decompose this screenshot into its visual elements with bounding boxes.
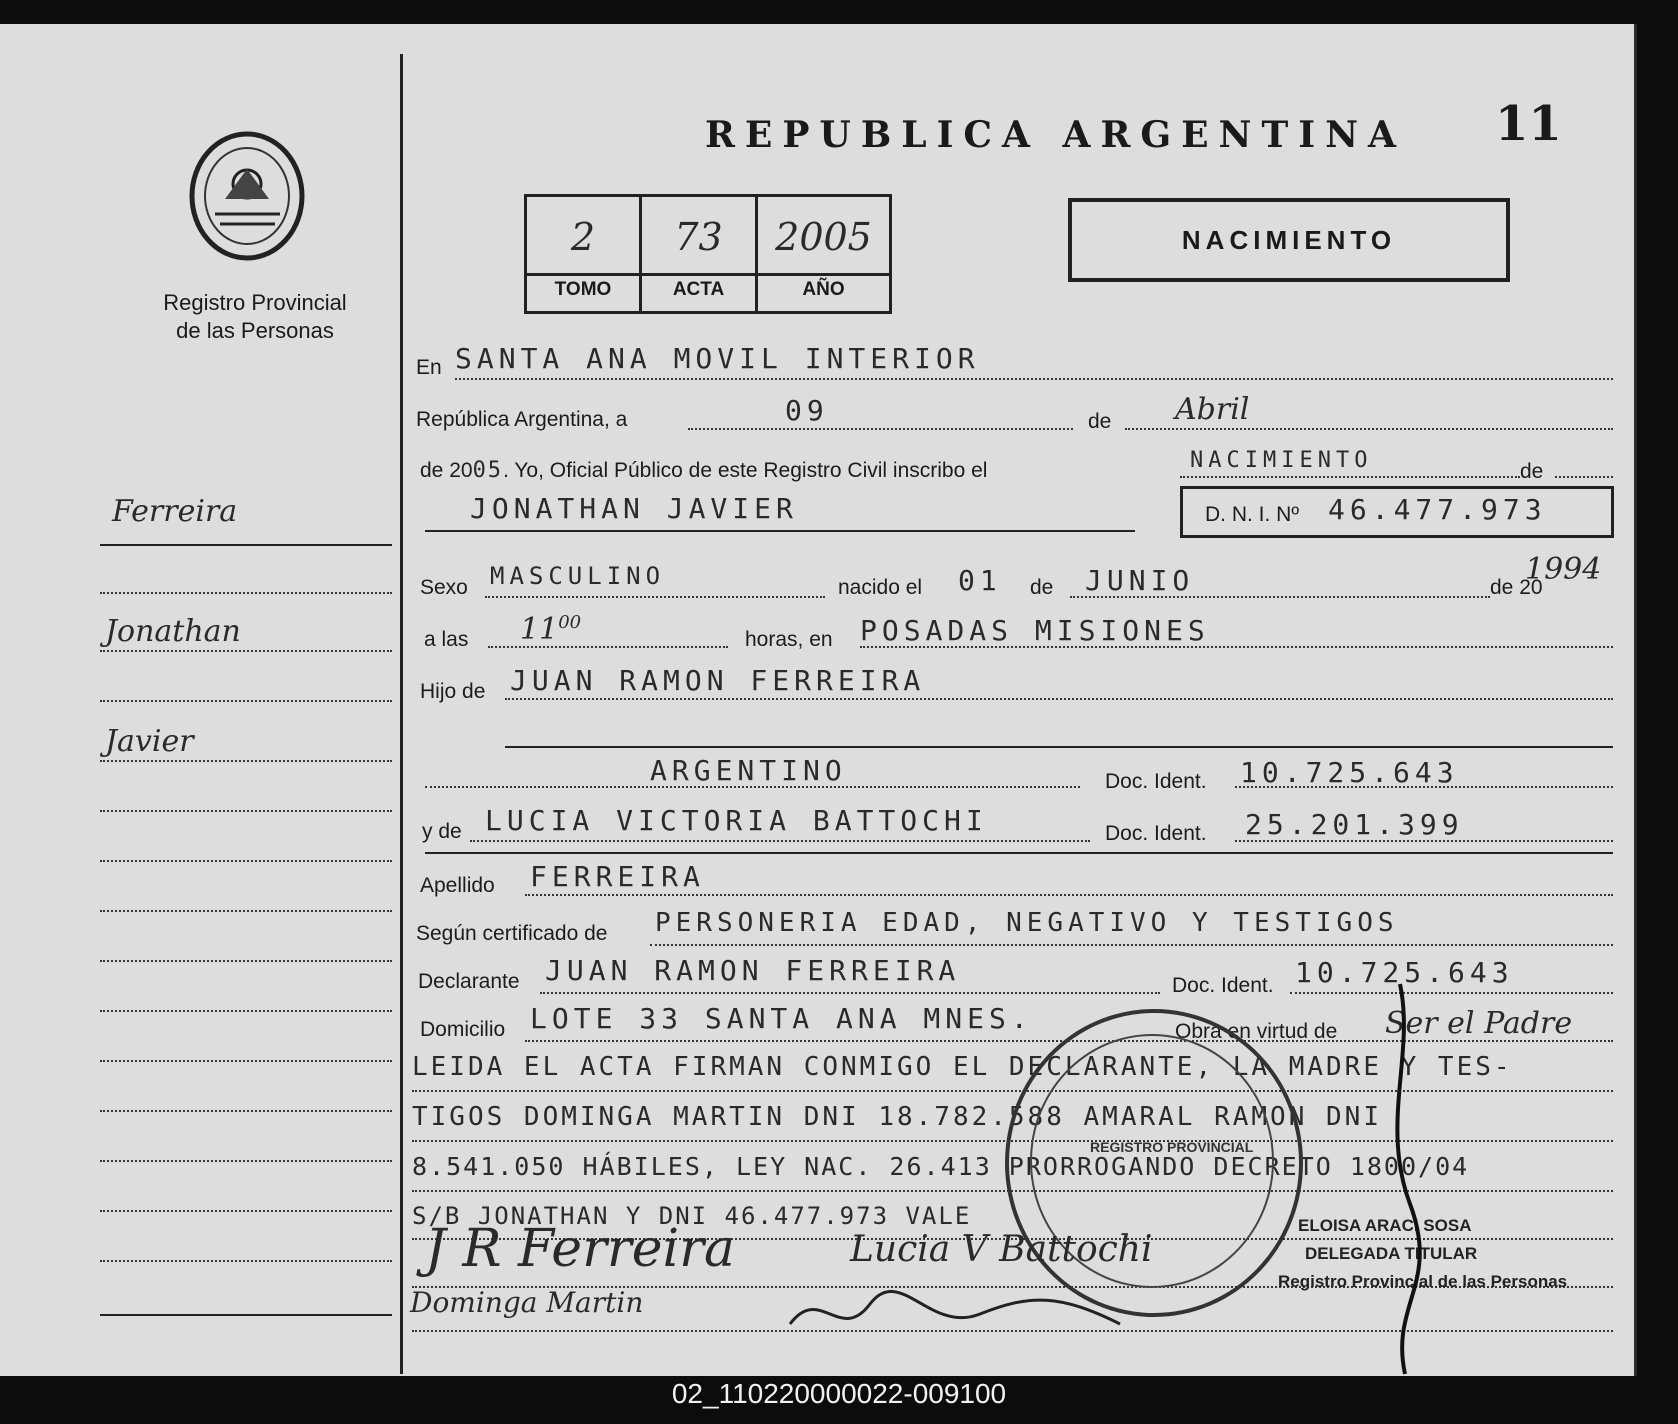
margin-name2: Javier xyxy=(105,724,194,759)
signature-4 xyxy=(780,1264,1140,1354)
stamp-text: REGISTRO PROVINCIAL xyxy=(1090,1139,1254,1155)
de-label-3: de xyxy=(1030,576,1054,599)
de-label-2: de xyxy=(1520,460,1544,483)
birth-month-value: JUNIO xyxy=(1085,564,1195,597)
mother-doc-value: 25.201.399 xyxy=(1245,808,1464,841)
act-type-box: NACIMIENTO xyxy=(1068,198,1510,282)
domicilio-value: LOTE 33 SANTA ANA MNES. xyxy=(530,1002,1033,1035)
note-line-4: S/B JONATHAN Y DNI 46.477.973 VALE xyxy=(412,1202,972,1230)
note-line-1: LEIDA EL ACTA FIRMAN CONMIGO EL DECLARANTE, LA MADRE Y TES- xyxy=(412,1052,1513,1082)
republica-label: República Argentina, a xyxy=(416,408,628,431)
margin-name1: Jonathan xyxy=(105,614,241,649)
nacido-label: nacido el xyxy=(838,576,923,599)
official-name: ELOISA ARACI SOSA xyxy=(1298,1216,1472,1235)
de20-label-2: de 20 xyxy=(1490,576,1543,599)
hijo-label: Hijo de xyxy=(420,680,486,703)
acta-cell: 73 ACTA xyxy=(642,197,758,311)
official-office: Registro Provincial de las Personas xyxy=(1278,1272,1568,1291)
sexo-value: MASCULINO xyxy=(490,562,666,590)
registry-name: Registro Provincial de las Personas xyxy=(163,290,347,343)
tomo-cell: 2 TOMO xyxy=(527,197,642,311)
month-value: Abril xyxy=(1175,392,1250,427)
certificate-page xyxy=(0,24,1637,1376)
child-name-value: JONATHAN JAVIER xyxy=(470,492,798,525)
declarante-doc-value: 10.725.643 xyxy=(1295,956,1514,989)
day-value: 09 xyxy=(785,394,829,427)
father-value: JUAN RAMON FERREIRA xyxy=(510,664,926,697)
official-role: DELEGADA TITULAR xyxy=(1305,1244,1478,1263)
de-label: de xyxy=(1088,410,1112,433)
dni-value: 46.477.973 xyxy=(1328,493,1547,526)
segun-label: Según certificado de xyxy=(416,922,608,945)
de20-label: de 2005. Yo, Oficial Público de este Registro Civil inscribo el xyxy=(420,458,988,483)
horas-label: horas, en xyxy=(745,628,833,651)
place-value: SANTA ANA MOVIL INTERIOR xyxy=(455,342,980,375)
record-box xyxy=(524,194,892,314)
segun-value: PERSONERIA EDAD, NEGATIVO Y TESTIGOS xyxy=(655,908,1399,938)
hour-value: $11^{00}$ xyxy=(520,612,582,647)
apellido-label: Apellido xyxy=(420,874,495,897)
doc-label-father: Doc. Ident. xyxy=(1105,770,1207,793)
mother-value: LUCIA VICTORIA BATTOCHI xyxy=(485,804,988,837)
dni-box: D. N. I. Nº 46.477.973 xyxy=(1180,486,1614,538)
father-doc-value: 10.725.643 xyxy=(1240,756,1459,789)
signature-3: Dominga Martin xyxy=(410,1286,644,1319)
doc-label-declarante: Doc. Ident. xyxy=(1172,974,1274,997)
apellido-value: FERREIRA xyxy=(530,860,705,893)
declarante-label: Declarante xyxy=(418,970,520,993)
page-number: 11 xyxy=(1495,96,1562,152)
declarante-value: JUAN RAMON FERREIRA xyxy=(545,954,961,987)
note-line-3: 8.541.050 HÁBILES, LEY NAC. 26.413 PRORROGANDO DECRETO 1800/04 xyxy=(412,1152,1470,1181)
margin-divider xyxy=(400,54,403,1374)
margin-surname: Ferreira xyxy=(112,494,238,529)
obra-label: Obra en virtud de xyxy=(1175,1020,1338,1043)
signature-1: J R Ferreira xyxy=(425,1219,736,1279)
domicilio-label: Domicilio xyxy=(420,1018,506,1041)
yde-label: y de xyxy=(422,820,462,843)
alas-label: a las xyxy=(424,628,469,651)
page-title: REPUBLICA ARGENTINA xyxy=(705,114,1406,156)
anio-cell: 2005 AÑO xyxy=(775,215,872,300)
act-written-value: NACIMIENTO xyxy=(1190,448,1373,473)
footer-caption: 02_110220000022-009100 xyxy=(671,1378,1007,1409)
sexo-label: Sexo xyxy=(420,576,468,599)
province-seal-icon xyxy=(185,129,310,264)
signature-5 xyxy=(1360,974,1440,1384)
birth-year-value: 1994 xyxy=(1525,552,1602,587)
father-nationality-value: ARGENTINO xyxy=(650,754,847,787)
en-label: En xyxy=(416,356,442,379)
birth-day-value: 01 xyxy=(958,564,1002,597)
obra-value: Ser el Padre xyxy=(1385,1006,1573,1041)
note-line-2: TIGOS DOMINGA MARTIN DNI 18.782.588 AMARAL RAMON DNI xyxy=(412,1102,1382,1132)
doc-label-mother: Doc. Ident. xyxy=(1105,822,1207,845)
signature-2: Lucia V Battochi xyxy=(850,1229,1153,1270)
birth-place-value: POSADAS MISIONES xyxy=(860,614,1210,647)
